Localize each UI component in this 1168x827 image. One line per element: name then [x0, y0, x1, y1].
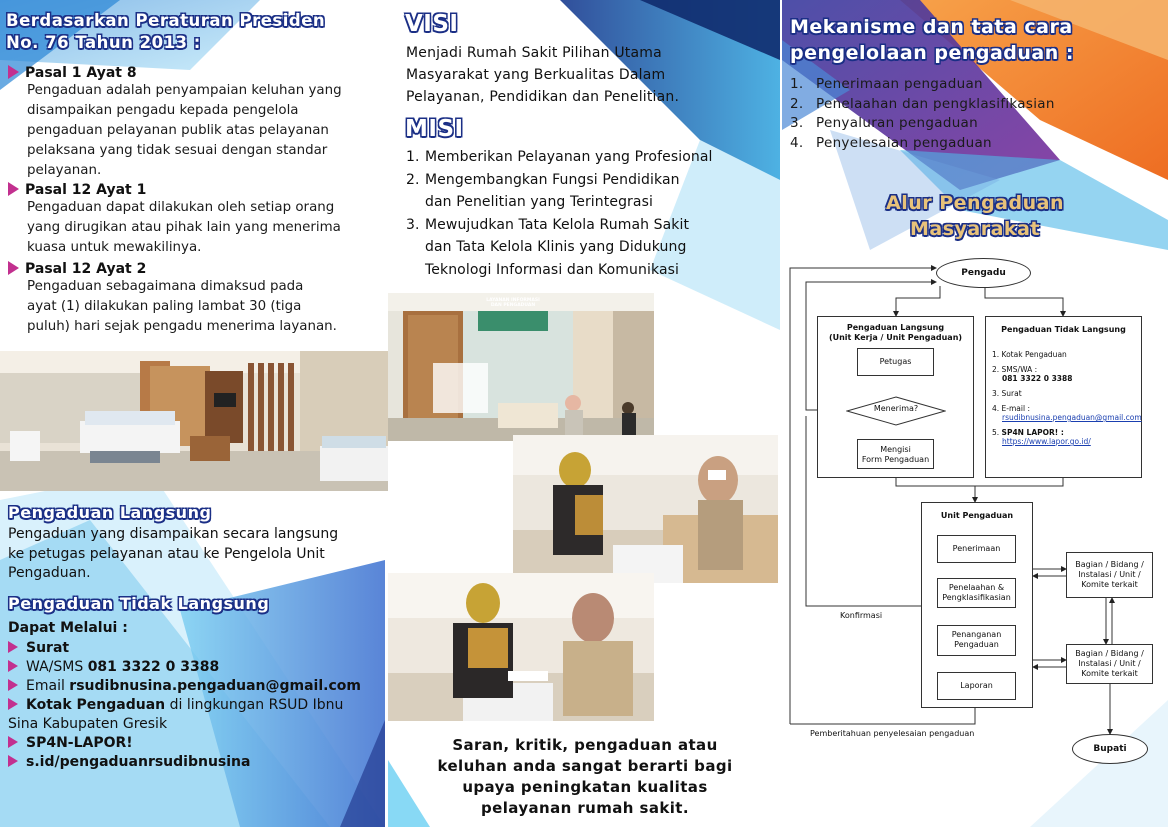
mekanisme-item: 1. Penerimaan pengaduan — [790, 76, 983, 92]
flow-tidak-langsung-box — [985, 316, 1142, 478]
mekanisme-item: 4. Penyelesaian pengaduan — [790, 134, 992, 151]
misi-item: 1. Memberikan Pelayanan yang Profesional — [406, 149, 713, 165]
flow-menerima: Menerima? — [873, 404, 919, 413]
alur-heading-line1: Alur Pengaduan — [886, 192, 1064, 214]
flow-mengisi: Mengisi Form Pengaduan — [857, 439, 934, 469]
channel-wa: WA/SMS 081 3322 0 3388 — [8, 658, 383, 677]
channel-email: Email rsudibnusina.pengaduan@gmail.com — [8, 677, 383, 696]
flow-email-link[interactable]: rsudibnusina.pengaduan@gmail.com — [1002, 413, 1142, 422]
pasal-line: puluh) hari sejak pengadu menerima layanan. — [27, 319, 337, 334]
flow-channel: 2. SMS/WA : 081 3322 0 3388 — [992, 365, 1073, 383]
regulation-heading-line2: No. 76 Tahun 2013 : — [6, 33, 201, 52]
channel-kotak: Kotak Pengaduan di lingkungan RSUD Ibnu — [8, 696, 383, 715]
pasal-title: Pasal 1 Ayat 8 — [25, 65, 137, 81]
misi-heading: MISI — [405, 116, 464, 142]
pasal-line: kuasa untuk mewakilinya. — [27, 240, 202, 255]
pasal-line: Pengaduan sebagaimana dimaksud pada — [27, 279, 304, 294]
langsung-heading: Pengaduan Langsung — [8, 503, 212, 522]
flow-bagian-2: Bagian / Bidang / Instalasi / Unit / Komite terkait — [1066, 644, 1153, 684]
langsung-line: ke petugas pelayanan atau ke Pengelola Unit — [8, 545, 325, 562]
flow-channel: 5. SP4N LAPOR! : https://www.lapor.go.id/ — [992, 428, 1141, 446]
flow-konfirmasi: Konfirmasi — [840, 611, 883, 620]
pasal-line: pelayanan. — [27, 163, 102, 178]
visi-line: Menjadi Rumah Sakit Pilihan Utama — [406, 45, 662, 61]
flow-penanganan: Penanganan Pengaduan — [937, 625, 1016, 656]
pasal-title: Pasal 12 Ayat 1 — [25, 182, 147, 198]
mekanisme-heading-line2: pengelolaan pengaduan : — [790, 42, 1074, 64]
closing-line: upaya peningkatan kualitas — [462, 778, 708, 796]
flow-channel: 3. Surat — [992, 389, 1022, 398]
pasal-title: Pasal 12 Ayat 2 — [25, 261, 147, 277]
pasal-line: pelaksana yang tidak sesuai dengan standar — [27, 143, 328, 158]
flow-channel: 4. E-mail : rsudibnusina.pengaduan@gmail.com — [992, 404, 1142, 422]
visi-heading: VISI — [405, 11, 459, 37]
flow-tidak-langsung-title: Pengaduan Tidak Langsung — [1001, 325, 1126, 334]
langsung-line: Pengaduan yang disampaikan secara langsung — [8, 526, 339, 542]
pasal-line: ayat (1) dilakukan paling lambat 30 (tiga — [27, 299, 302, 314]
closing-line: keluhan anda sangat berarti bagi — [437, 757, 733, 775]
mekanisme-item: 2. Penelaahan dan pengklasifikasian — [790, 95, 1055, 112]
flow-langsung-title: Pengaduan Langsung (Unit Kerja / Unit Pengaduan) — [828, 323, 963, 342]
dapat-melalui-label: Dapat Melalui : — [8, 620, 128, 636]
flow-pengadu: Pengadu — [936, 258, 1031, 288]
visi-line: Pelayanan, Pendidikan dan Penelitian. — [406, 89, 680, 105]
langsung-line: Pengaduan. — [8, 565, 91, 581]
visi-line: Masyarakat yang Berkualitas Dalam — [406, 67, 666, 83]
pasal-line: disampaikan pengadu kepada pengelola — [27, 103, 299, 118]
flow-bagian-1: Bagian / Bidang / Instalasi / Unit / Komite terkait — [1066, 552, 1153, 598]
flow-bupati: Bupati — [1072, 734, 1148, 764]
channel-lapor: SP4N-LAPOR! — [8, 734, 383, 753]
flow-petugas: Petugas — [857, 348, 934, 376]
pasal-line: pengaduan pelayanan publik atas pelayanan — [27, 123, 329, 138]
channel-surat: Surat — [8, 639, 383, 658]
channel-link: s.id/pengaduanrsudibnusina — [8, 753, 383, 772]
tidak-langsung-heading: Pengaduan Tidak Langsung — [8, 594, 270, 613]
misi-item: 2. Mengembangkan Fungsi Pendidikan dan Penelitian yang Terintegrasi — [406, 171, 680, 210]
flow-laporan: Laporan — [937, 672, 1016, 700]
closing-line: Saran, kritik, pengaduan atau — [452, 736, 718, 754]
flow-pemberitahuan: Pemberitahuan penyelesaian pengaduan — [810, 729, 975, 738]
flow-lapor-link[interactable]: https://www.lapor.go.id/ — [1002, 437, 1091, 446]
flow-penerimaan: Penerimaan — [937, 535, 1016, 563]
flow-channel: 1. Kotak Pengaduan — [992, 350, 1067, 359]
mekanisme-heading-line1: Mekanisme dan tata cara — [790, 16, 1073, 38]
misi-item: 3. Mewujudkan Tata Kelola Rumah Sakit dan Tata Kelola Klinis yang Didukung Teknologi Informasi dan Komunikasi — [406, 216, 690, 278]
channel-kotak-cont: Sina Kabupaten Gresik — [8, 716, 168, 732]
pasal-line: yang dirugikan atau pihak lain yang menerima — [27, 220, 341, 235]
mekanisme-item: 3. Penyaluran pengaduan — [790, 115, 978, 131]
flow-penelaahan: Penelaahan & Pengklasifikasian — [937, 578, 1016, 608]
alur-heading-line2: Masyarakat — [910, 218, 1040, 240]
flow-unit-title: Unit Pengaduan — [940, 511, 1014, 520]
regulation-heading-line1: Berdasarkan Peraturan Presiden — [6, 11, 326, 30]
closing-line: pelayanan rumah sakit. — [481, 799, 689, 817]
info-sign: LAYANAN INFORMASI DAN PENGADUAN — [486, 298, 540, 308]
pasal-line: Pengaduan adalah penyampaian keluhan yang — [27, 83, 342, 98]
pasal-line: Pengaduan dapat dilakukan oleh setiap orang — [27, 200, 335, 215]
